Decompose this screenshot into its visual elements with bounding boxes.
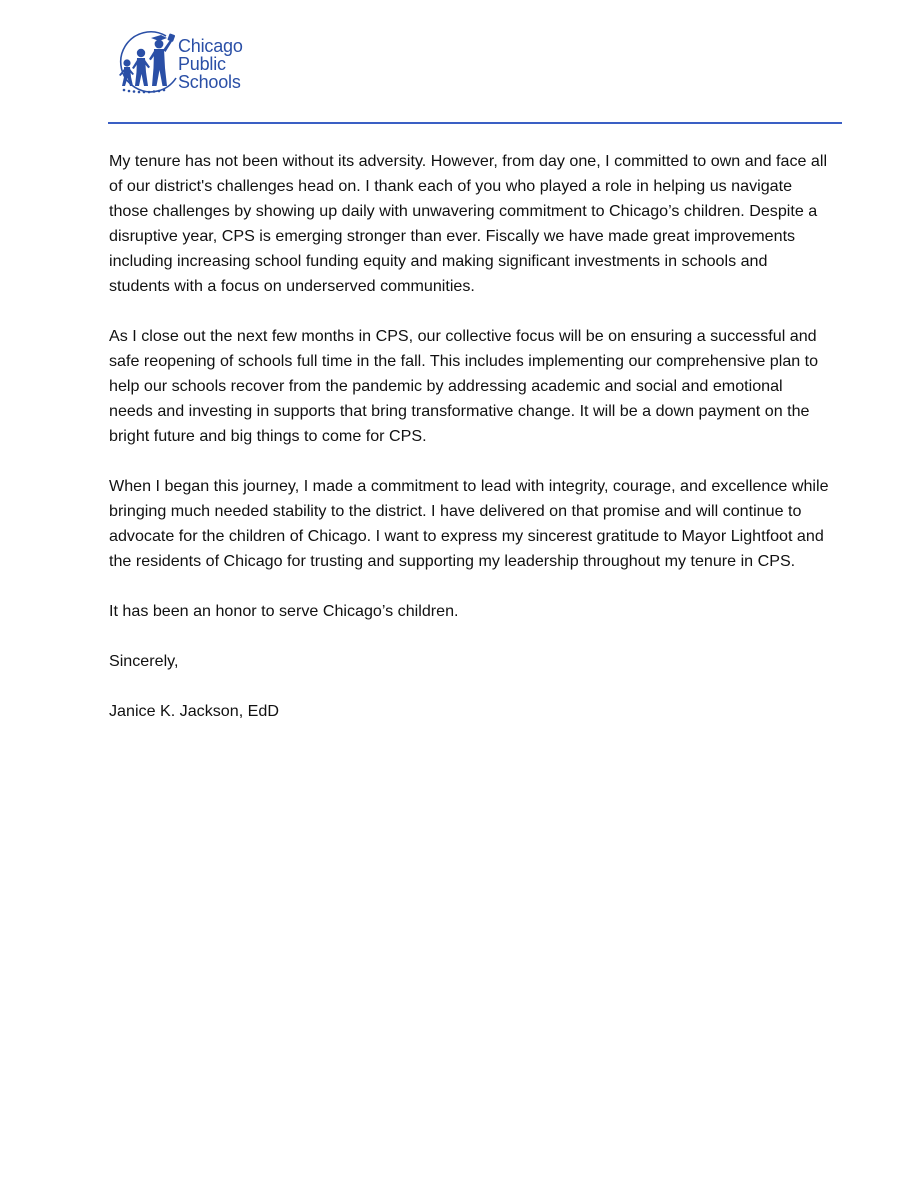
letterhead xyxy=(114,28,284,100)
letter-paragraph: When I began this journey, I made a commitment to lead with integrity, courage, and excellence while bringing much needed stability to the district. I have delivered on that promise and will continue to advocate for the children of Chicago. I want to express my sincerest gratitude to Mayor Lightfoot and the residents of Chicago for trusting and supporting my leadership throughout my tenure in CPS. xyxy=(109,477,829,570)
letter-body xyxy=(109,149,829,749)
header-divider xyxy=(108,122,842,124)
logo-line-public: Public xyxy=(178,54,226,74)
students-graduate-logo-icon xyxy=(114,28,180,96)
letter-paragraph: As I close out the next few months in CPS, our collective focus will be on ensuring a successful and safe reopening of schools full time in the fall. This includes implementing our comprehensive plan to help our schools recover from the pandemic by addressing academic and social and emotional needs and investing in supports that bring transformative change. It will be a down payment on the bright future and big things to come for CPS. xyxy=(109,327,819,445)
logo-wordmark xyxy=(178,37,243,91)
letter-closing: Sincerely, xyxy=(109,652,179,670)
logo-line-chicago: Chicago xyxy=(178,36,243,56)
letter-paragraph: My tenure has not been without its adversity. However, from day one, I committed to own and face all of our district's challenges head on. I thank each of you who played a role in helping us navigate those challenges by showing up daily with unwavering commitment to Chicago’s children. Despite a disruptive year, CPS is emerging stronger than ever. Fiscally we have made great improvements including increasing school funding equity and making significant investments in schools and students with a focus on underserved communities. xyxy=(109,152,828,295)
letter-paragraph: It has been an honor to serve Chicago’s children. xyxy=(109,602,459,620)
letter-signature: Janice K. Jackson, EdD xyxy=(109,702,279,720)
logo-line-schools: Schools xyxy=(178,72,241,92)
